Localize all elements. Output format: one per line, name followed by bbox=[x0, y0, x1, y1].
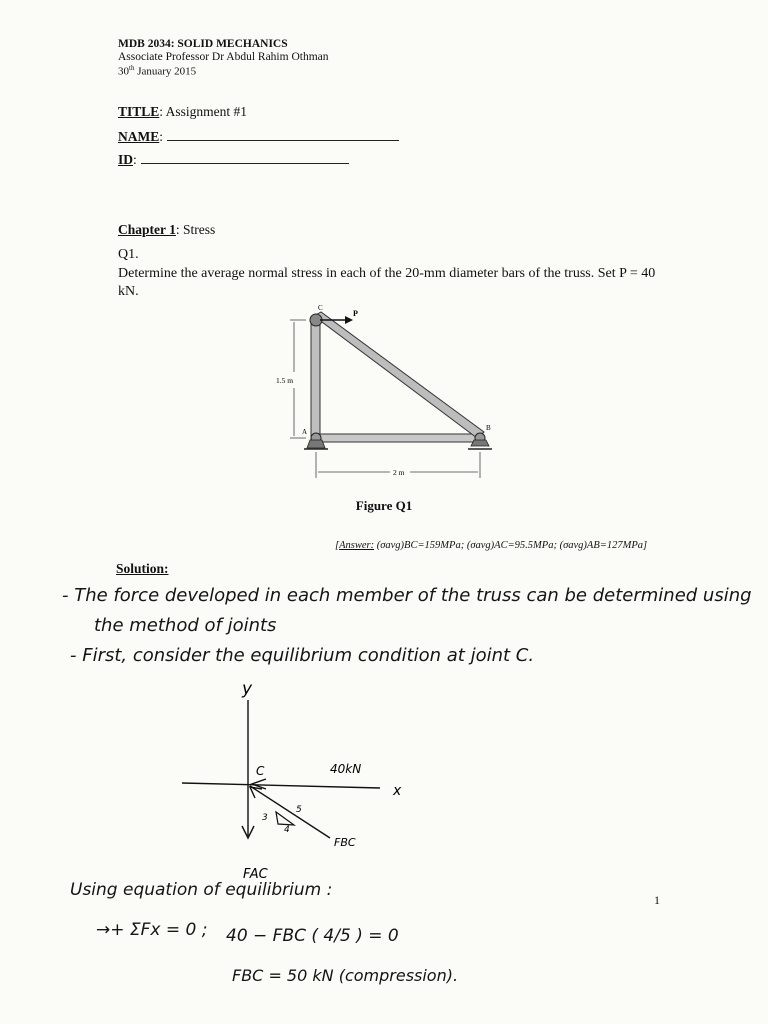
support-b bbox=[471, 440, 489, 446]
equation-1: 40 − FBC ( 4/5 ) = 0 bbox=[226, 926, 399, 946]
question-text: Determine the average normal stress in each of the 20-mm diameter bars of the truss. Set P = 40 kN. bbox=[118, 266, 656, 299]
page-number: 1 bbox=[654, 893, 660, 907]
label-c: C bbox=[318, 304, 323, 312]
chapter-topic: : Stress bbox=[175, 222, 216, 237]
answer-values: (σavg)BC=159MPa; (σavg)AC=95.5MPa; (σavg)AB=127MPa] bbox=[374, 540, 648, 551]
name-label: NAME bbox=[118, 129, 160, 144]
course-title: MDB 2034: SOLID MECHANICS bbox=[118, 38, 288, 50]
fbd-tri-4: 4 bbox=[284, 825, 290, 835]
fbd-x-axis bbox=[182, 783, 380, 788]
solution-line-1: - The force developed in each member of the truss can be determined using bbox=[62, 585, 752, 606]
fbd-joint-label: C bbox=[256, 764, 265, 778]
answer-line bbox=[335, 540, 647, 551]
label-a: A bbox=[302, 428, 308, 436]
sum-fx: →+ ΣFx = 0 ; bbox=[96, 920, 208, 940]
answer-open: [ bbox=[335, 540, 340, 551]
label-b: B bbox=[486, 424, 491, 432]
using-equation: Using equation of equilibrium : bbox=[70, 880, 333, 900]
fbd-fbc-line bbox=[250, 786, 330, 838]
name-colon: : bbox=[159, 129, 164, 144]
fbd-fbc-label: FBC bbox=[334, 836, 356, 849]
load-p-arrowhead bbox=[345, 316, 353, 324]
id-label: ID bbox=[118, 152, 134, 167]
member-bc bbox=[314, 312, 484, 438]
question-number: Q1. bbox=[118, 247, 139, 262]
title-value: : Assignment #1 bbox=[159, 104, 248, 119]
dim-height: 1.5 m bbox=[276, 376, 294, 385]
professor-name: Associate Professor Dr Abdul Rahim Othman bbox=[118, 51, 329, 63]
fbd-x-label: x bbox=[393, 783, 402, 799]
solution-heading: Solution: bbox=[116, 561, 169, 576]
answer-label: Answer: bbox=[339, 540, 375, 551]
fbd-slope-triangle bbox=[276, 812, 294, 825]
figure-caption: Figure Q1 bbox=[355, 498, 413, 513]
date-suffix: th bbox=[129, 64, 135, 72]
label-p: P bbox=[353, 309, 358, 318]
fbd-force-p: 40kN bbox=[330, 762, 362, 776]
id-colon: : bbox=[133, 152, 137, 167]
member-ac bbox=[311, 320, 320, 440]
member-ab bbox=[315, 434, 483, 442]
dim-width: 2 m bbox=[393, 468, 405, 477]
fbd-tri-3: 3 bbox=[262, 813, 268, 823]
solution-line-3: - First, consider the equilibrium condition at joint C. bbox=[70, 645, 535, 666]
date-day: 30 bbox=[118, 65, 129, 78]
support-a bbox=[307, 440, 325, 448]
equation-2: FBC = 50 kN (compression). bbox=[232, 966, 459, 985]
fbd-tri-5: 5 bbox=[296, 805, 302, 815]
chapter-label: Chapter 1 bbox=[118, 222, 176, 237]
date-rest: January 2015 bbox=[134, 65, 197, 78]
title-label: TITLE bbox=[118, 104, 160, 119]
fbd-y-label: y bbox=[242, 679, 253, 699]
fbd-fac-label: FAC bbox=[243, 867, 268, 882]
solution-line-2: the method of joints bbox=[94, 615, 277, 636]
